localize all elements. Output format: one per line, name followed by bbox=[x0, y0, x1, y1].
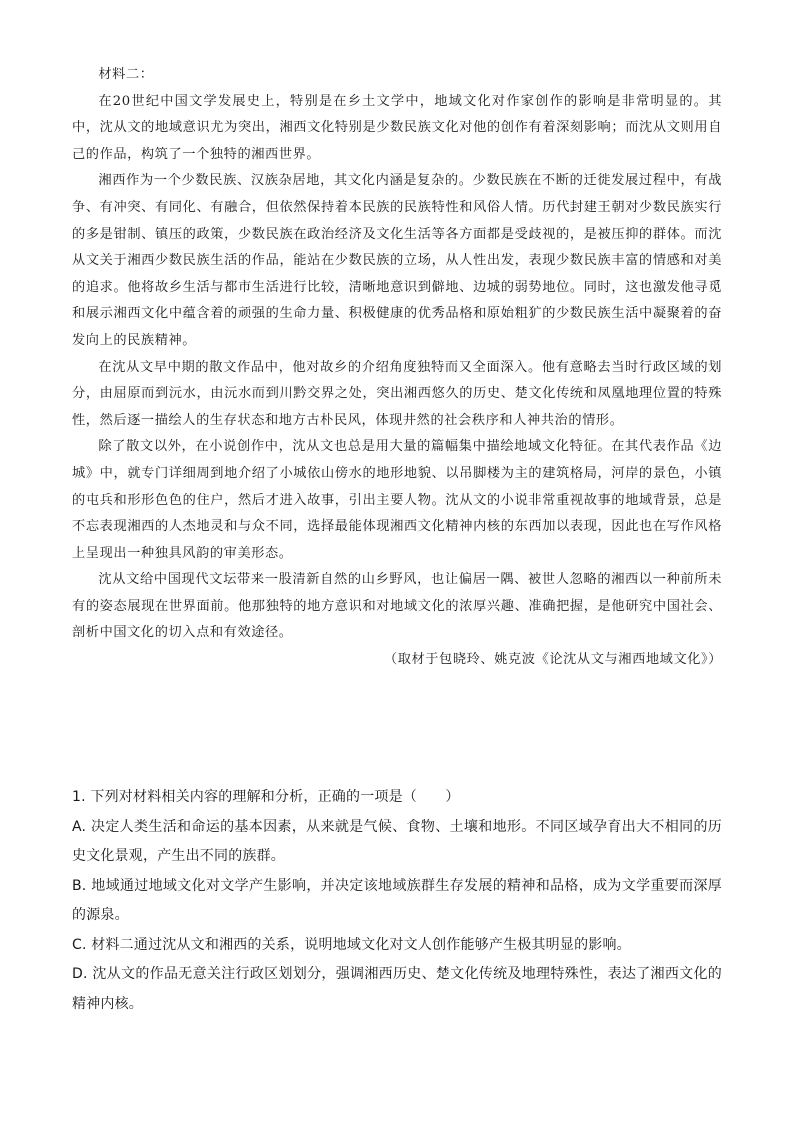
passage-paragraph: 沈从文给中国现代文坛带来一股清新自然的山乡野风，也让偏居一隅、被世人忽略的湘西以一种前所未有的姿态展现在世界面前。他那独特的地方意识和对地域文化的浓厚兴趣、准确把握，是他研究中国社会、剖析中国文化的切入点和有效途径。 bbox=[72, 572, 722, 641]
material-label: 材料二： bbox=[98, 67, 154, 82]
question-stem: 1. 下列对材料相关内容的理解和分析，正确的一项是（ ） bbox=[72, 789, 460, 805]
option-c: C. 材料二通过沈从文和湘西的关系，说明地域文化对文人创作能够产生极其明显的影响。 bbox=[72, 936, 631, 953]
source-citation: （取材于包晓玲、姚克波《论沈从文与湘西地域文化》） bbox=[383, 652, 722, 668]
passage-paragraph: 湘西作为一个少数民族、汉族杂居地，其文化内涵是复杂的。少数民族在不断的迁徙发展过程中，有战争、有冲突、有同化、有融合，但依然保持着本民族的民族特性和风俗人情。历代封建王朝对少数民族实行的多是钳制、镇压的政策，少数民族在政治经济及文化生活等各方面都是受歧视的，是被压抑的群体。而沈从文关于湘西少数民族生活的作品，能站在少数民族的立场，从人性出发，表现少数民族丰富的情感和对美的追求。他将故乡生活与都市生活进行比较，清晰地意识到僻地、边城的弱势地位。同时，这也激发他寻觅和展示湘西文化中蕴含着的顽强的生命力量、积极健康的优秀品格和原始粗犷的少数民族生活中凝聚着的奋发向上的民族精神。 bbox=[72, 173, 722, 348]
passage-paragraph: 在沈从文早中期的散文作品中，他对故乡的介绍角度独特而又全面深入。他有意略去当时行政区域的划分，由屈原而到沅水，由沅水而到川黔交界之处，突出湘西悠久的历史、楚文化传统和凤凰地理位置的特殊性，然后逐一描绘人的生存状态和地方古朴民风，体现井然的社会秩序和人神共治的情形。 bbox=[72, 359, 722, 428]
reading-passage bbox=[72, 62, 722, 674]
option-b: B. 地域通过地域文化对文学产生影响，并决定该地域族群生存发展的精神和品格，成为文学重要而深厚的源泉。 bbox=[72, 877, 722, 923]
passage-paragraph: 在20世纪中国文学发展史上，特别是在乡土文学中，地域文化对作家创作的影响是非常明显的。其中，沈从文的地域意识尤为突出，湘西文化特别是少数民族文化对他的创作有着深刻影响；而沈从文则用自己的作品，构筑了一个独特的湘西世界。 bbox=[72, 93, 722, 162]
passage-paragraph: 除了散文以外，在小说创作中，沈从文也总是用大量的篇幅集中描绘地域文化特征。在其代表作品《边城》中，就专门详细周到地介绍了小城依山傍水的地形地貌、以吊脚楼为主的建筑格局，河岸的景色，小镇的屯兵和形形色色的住户，然后才进入故事，引出主要人物。沈从文的小说非常重视故事的地域背景，总是不忘表现湘西的人杰地灵和与众不同，选择最能体现湘西文化精神内核的东西加以表现，因此也在写作风格上呈现出一种独具风韵的审美形态。 bbox=[72, 439, 722, 561]
question-block bbox=[72, 783, 722, 1019]
option-a: A. 决定人类生活和命运的基本因素，从来就是气候、食物、土壤和地形。不同区域孕育出大不相同的历史文化景观，产生出不同的族群。 bbox=[72, 818, 722, 864]
option-d: D. 沈从文的作品无意关注行政区划划分，强调湘西历史、楚文化传统及地理特殊性，表达了湘西文化的精神内核。 bbox=[72, 966, 722, 1012]
